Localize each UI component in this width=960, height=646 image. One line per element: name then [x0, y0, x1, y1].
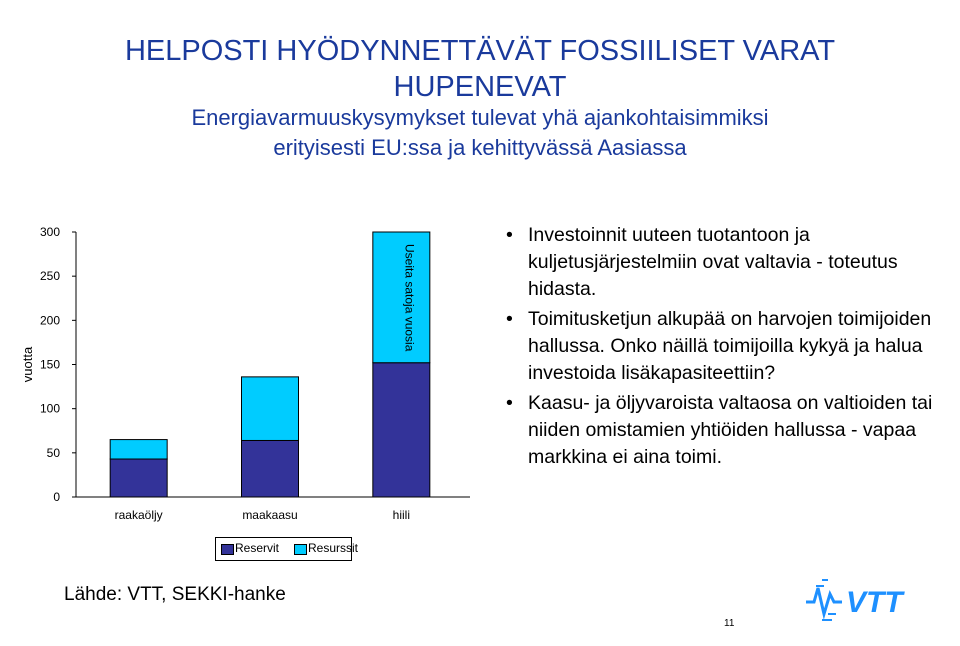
y-tick-label: 100 [39, 401, 60, 416]
bullet-dot: • [506, 392, 513, 414]
legend-label-resurssit: Resurssit [308, 541, 359, 555]
y-axis-label: vuotta [20, 346, 35, 383]
bullet-text: Investoinnit uuteen tuotantoon ja kuljetusjärjestelmiin ovat valtavia - toteutus hidasta. [528, 224, 898, 300]
legend-swatch-reservit [221, 544, 234, 555]
y-tick-label: 250 [39, 269, 60, 284]
bar-resurssit-2 [373, 232, 430, 363]
bar-reservit-0 [110, 459, 167, 497]
bullet-text: Toimitusketjun alkupää on harvojen toimijoiden hallussa. Onko näillä toimijoilla kykyä ja halua investoida lisäkapasiteettiin? [528, 308, 932, 384]
stacked-bar-chart [0, 215, 480, 535]
bar-annotation: Useita satoja vuosia [402, 244, 417, 352]
slide-subtitle-line2: erityisesti EU:ssa ja kehittyvässä Aasiassa [273, 135, 687, 160]
slide-title-line1: HELPOSTI HYÖDYNNETTÄVÄT FOSSIILISET VARAT [124, 35, 836, 67]
x-category-label: hiili [392, 508, 411, 522]
y-tick-label: 50 [46, 445, 60, 460]
y-tick-label: 0 [53, 490, 60, 504]
slide-title-line2: HUPENEVAT [393, 71, 567, 103]
y-tick-label: 150 [39, 357, 60, 372]
page-number: 11 [724, 618, 735, 629]
legend-swatch-resurssit [294, 544, 307, 555]
legend-label-reservit: Reservit [235, 541, 280, 555]
y-tick-label: 200 [39, 313, 60, 328]
bullet-dot: • [506, 308, 513, 330]
bar-resurssit-0 [110, 440, 167, 459]
bar-resurssit-1 [242, 377, 299, 441]
bullet-item [506, 306, 946, 387]
bar-reservit-1 [242, 440, 299, 497]
bullet-item [506, 390, 946, 471]
chart-legend [215, 537, 359, 561]
bar-reservit-2 [373, 363, 430, 497]
bullet-list [506, 222, 946, 474]
vtt-logo-wave-icon [806, 588, 842, 614]
bullet-item [506, 222, 946, 303]
source-note: Lähde: VTT, SEKKI-hanke [64, 584, 286, 605]
bullet-text: Kaasu- ja öljyvaroista valtaosa on valtioiden tai niiden omistamien yhtiöiden hallussa - vapaa markkina ei aina toimi. [528, 392, 933, 468]
slide-subtitle-line1: Energiavarmuuskysymykset tulevat yhä ajankohtaisimmiksi [191, 105, 769, 130]
vtt-logo [802, 574, 922, 624]
x-category-label: maakaasu [242, 508, 298, 522]
vtt-logo-text: VTT [846, 586, 903, 619]
y-tick-label: 300 [39, 225, 60, 239]
x-category-label: raakaöljy [114, 508, 163, 522]
bullet-dot: • [506, 224, 513, 246]
